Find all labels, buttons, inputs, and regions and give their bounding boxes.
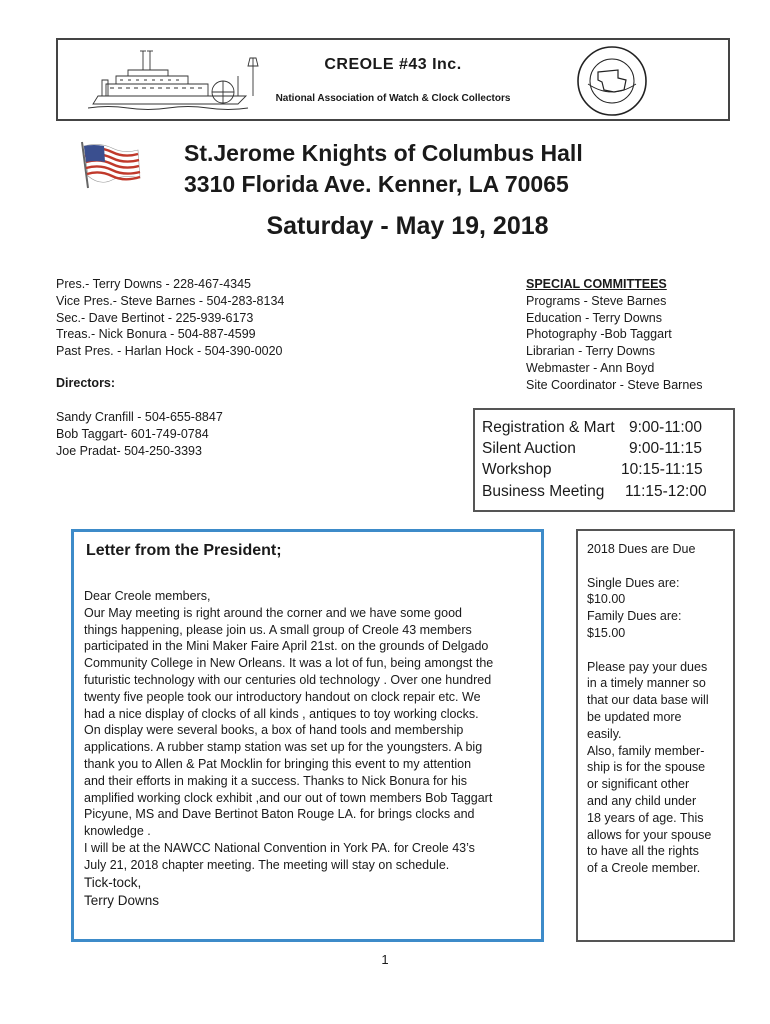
venue-name: St.Jerome Knights of Columbus Hall: [184, 140, 583, 166]
dues-line: and any child under: [587, 793, 697, 808]
letter-line: thank you to Allen & Pat Mocklin for bringing this event to my attention: [84, 756, 472, 771]
association-name: National Association of Watch & Clock Collectors: [275, 93, 511, 104]
committee-item: Webmaster - Ann Boyd: [526, 360, 655, 375]
dues-single-amount: $10.00: [587, 592, 626, 607]
directors-heading: Directors:: [56, 376, 116, 390]
letter-line: I will be at the NAWCC National Convention in York PA. for Creole 43’s: [84, 840, 475, 855]
dues-family-label: Family Dues are:: [587, 609, 682, 624]
dues-line: that our data base will: [587, 693, 709, 708]
committee-item: Programs - Steve Barnes: [526, 293, 667, 308]
letter-line: On display were several books, a box of hand tools and membership: [84, 723, 464, 738]
schedule-event: Workshop: [482, 461, 552, 478]
letter-signature: Terry Downs: [84, 892, 160, 908]
letter-line: futuristic technology with our centuries old technology . Over one hundred: [84, 672, 492, 687]
committee-item: Photography -Bob Taggart: [526, 327, 672, 342]
dues-line: 18 years of age. This: [587, 810, 704, 825]
committee-item: Site Coordinator - Steve Barnes: [526, 377, 703, 392]
letter-line: amplified working clock exhibit ,and our out of town members Bob Taggart: [84, 790, 493, 805]
letter-title: Letter from the President;: [86, 542, 282, 559]
officer-item: Past Pres. - Harlan Hock - 504-390-0020: [56, 344, 283, 359]
dues-line: Please pay your dues: [587, 659, 708, 674]
nawcc-seal-logo: [574, 44, 650, 118]
committees-heading: SPECIAL COMMITTEES: [526, 277, 667, 291]
schedule-time: 9:00-11:15: [629, 440, 702, 457]
officer-item: Vice Pres.- Steve Barnes - 504-283-8134: [56, 293, 285, 308]
schedule-time: 10:15-11:15: [621, 461, 703, 478]
letter-line: Dear Creole members,: [84, 589, 211, 603]
page-number: 1: [381, 952, 389, 967]
dues-content: [587, 541, 733, 877]
letter-line: and their efforts in making it a success. Thanks to Nick Bonura for his: [84, 773, 468, 788]
dues-line: easily.: [587, 726, 622, 741]
american-flag-icon: [78, 140, 142, 190]
dues-heading: 2018 Dues are Due: [587, 542, 696, 556]
dues-single-label: Single Dues are:: [587, 575, 680, 590]
dues-family-amount: $15.00: [587, 625, 626, 640]
dues-box: [576, 529, 735, 942]
dues-line: or significant other: [587, 777, 690, 792]
schedule-event: Registration & Mart: [482, 419, 615, 436]
letter-line: knowledge .: [84, 824, 151, 839]
schedule-time: 9:00-11:00: [629, 419, 702, 436]
officer-item: Pres.- Terry Downs - 228-467-4345: [56, 277, 251, 291]
letter-line: participated in the Mini Maker Faire April 21st. on the grounds of Delgado: [84, 639, 489, 654]
letter-body: [84, 588, 544, 910]
venue-address: 3310 Florida Ave. Kenner, LA 70065: [184, 171, 569, 197]
dues-line: ship is for the spouse: [587, 760, 706, 775]
officers-list: [56, 276, 284, 360]
schedule-time: 11:15-12:00: [625, 483, 707, 500]
schedule-event: Silent Auction: [482, 440, 576, 457]
letter-line: Our May meeting is right around the corner and we have some good: [84, 605, 462, 620]
dues-line: to have all the rights: [587, 844, 699, 859]
officer-item: Treas.- Nick Bonura - 504-887-4599: [56, 327, 256, 342]
dues-line: allows for your spouse: [587, 827, 712, 842]
header-banner: [56, 38, 730, 121]
letter-line: Community College in New Orleans. It was a lot of fun, being amongst the: [84, 656, 494, 671]
meeting-date: Saturday - May 19, 2018: [266, 212, 549, 240]
letter-line: Picyune, MS and Dave Bertinot Baton Rouge LA. for brings clocks and: [84, 807, 475, 822]
chapter-title: CREOLE #43 Inc.: [324, 56, 462, 73]
dues-line: Also, family member-: [587, 743, 705, 758]
letter-line: July 21, 2018 chapter meeting. The meeting will stay on schedule.: [84, 857, 450, 872]
officer-item: Sec.- Dave Bertinot - 225-939-6173: [56, 310, 254, 325]
schedule-box: [473, 408, 735, 512]
director-item: Joe Pradat- 504-250-3393: [56, 443, 202, 458]
president-letter: [71, 529, 544, 942]
dues-line: in a timely manner so: [587, 676, 706, 691]
schedule-event: Business Meeting: [482, 483, 605, 500]
letter-line: twenty five people took our introductory handout on clock repair etc. We: [84, 689, 481, 704]
committee-item: Librarian - Terry Downs: [526, 344, 655, 359]
committee-item: Education - Terry Downs: [526, 310, 662, 325]
letter-line: applications. A rubber stamp station was set up for the youngsters. A big: [84, 740, 483, 755]
directors-list: [56, 409, 223, 459]
dues-line: of a Creole member.: [587, 861, 701, 876]
letter-line: things happening, please join us. A small group of Creole 43 members: [84, 622, 472, 637]
letter-line: had a nice display of clocks of all kinds , antiques to toy working clocks.: [84, 706, 479, 721]
letter-closing: Tick-tock,: [84, 874, 142, 890]
dues-line: be updated more: [587, 709, 682, 724]
director-item: Bob Taggart- 601-749-0784: [56, 426, 209, 441]
director-item: Sandy Cranfill - 504-655-8847: [56, 410, 223, 424]
special-committees: [526, 276, 702, 394]
